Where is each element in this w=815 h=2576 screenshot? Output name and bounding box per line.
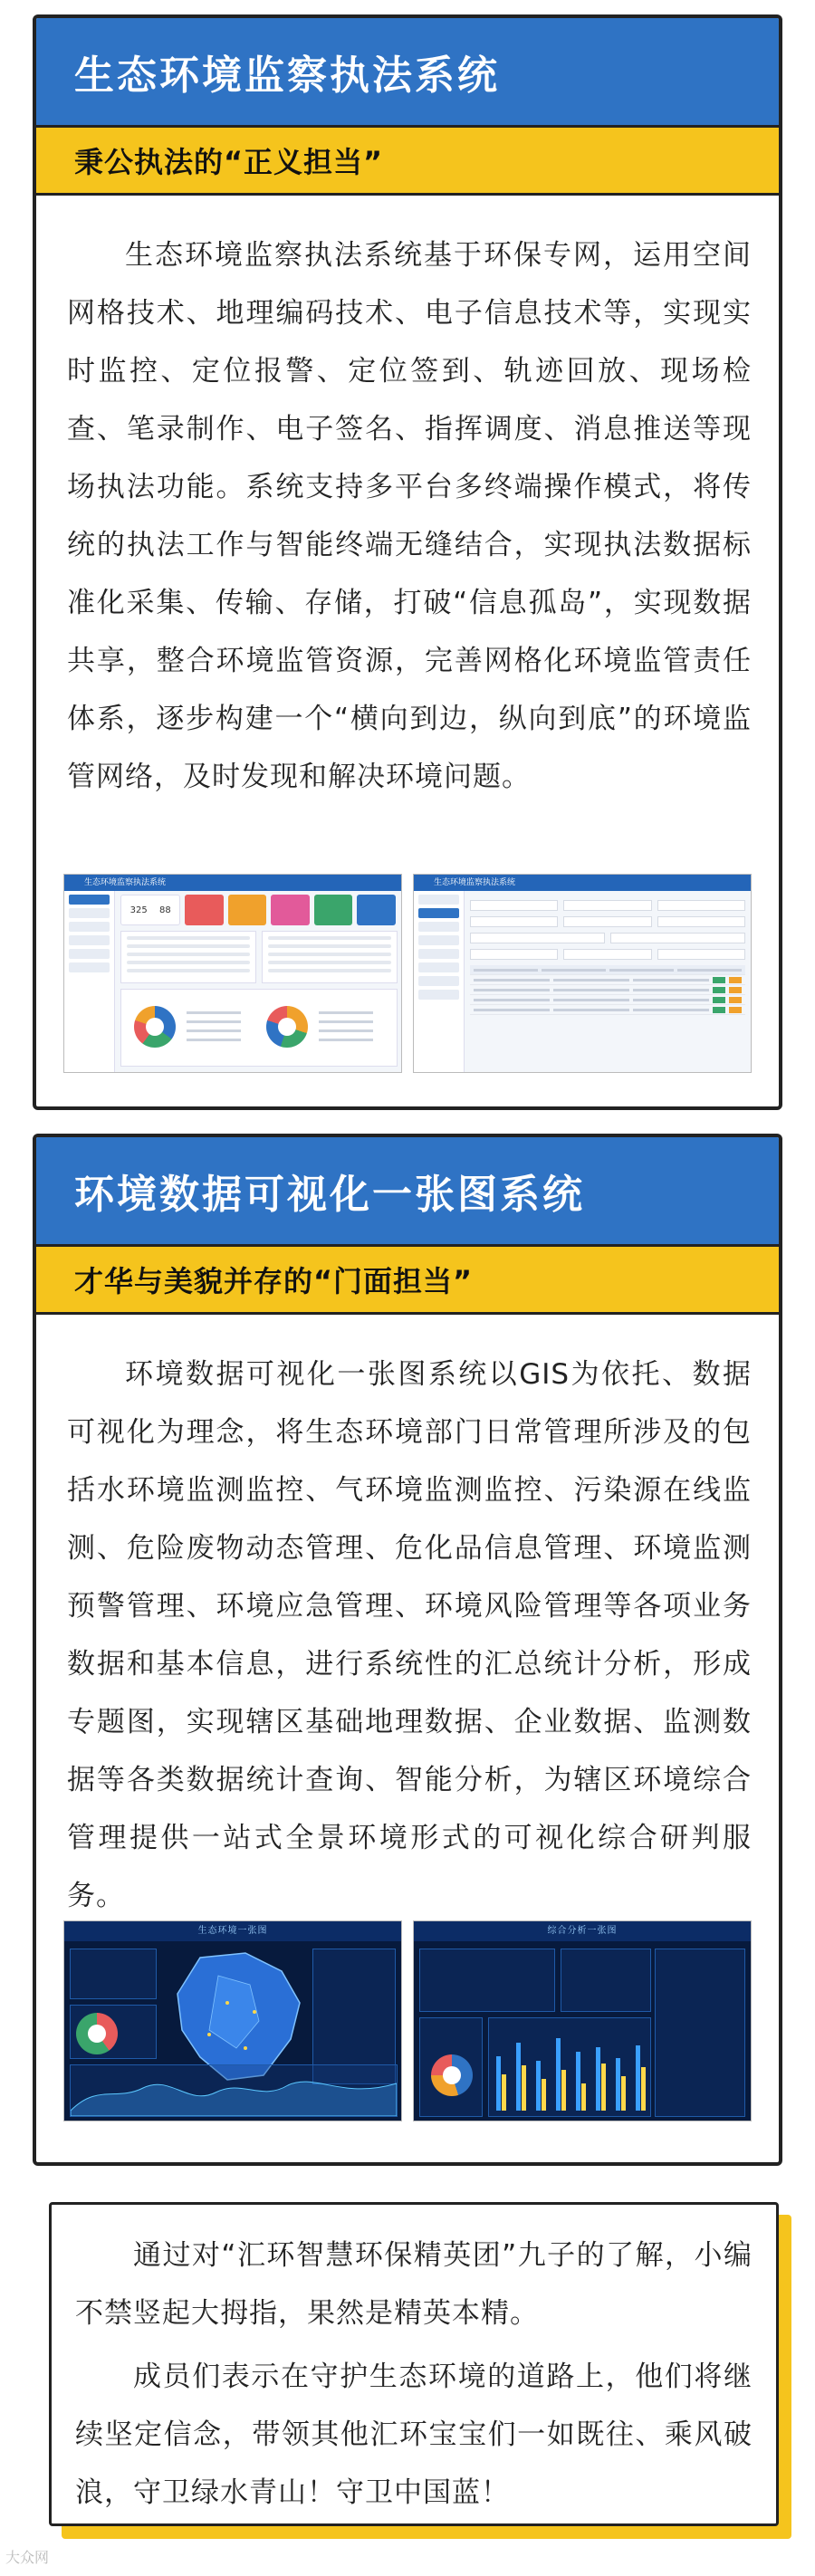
section-body: 生态环境监察执法系统基于环保专网，运用空间网格技术、地理编码技术、电子信息技术等，实现实时监控、定位报警、定位签到、轨迹回放、现场检查、笔录制作、电子签名、指挥调度、消息推送等现场执法功能。系统支持多平台多终端操作模式，将传统的执法工作与智能终端无缝结合，实现执法数据标准化采集、传输、存储，打破“信息孤岛”，实现数据共享，整合环境监管资源，完善网格化环境监管责任体系，逐步构建一个“横向到边，纵向到底”的环境监管网络，及时发现和解决环境问题。 [67, 239, 752, 793]
dashboard-panel [70, 2005, 157, 2059]
screenshot-header: 生态环境一张图 [64, 1921, 401, 1941]
donut-chart [266, 1006, 308, 1048]
stat-tile [185, 895, 224, 925]
dashboard-panel [419, 2017, 483, 2117]
section-title-bar [36, 1137, 779, 1244]
stat-tile [357, 895, 396, 925]
section-subtitle: 秉公执法的“正义担当” [74, 145, 384, 179]
screenshot-header: 综合分析一张图 [414, 1921, 751, 1941]
donut-chart [134, 1006, 176, 1048]
table-panel [655, 1949, 745, 2117]
stat-value: 88 [159, 905, 171, 915]
screenshot-map-dashboard [63, 1920, 402, 2121]
closing-card [49, 2202, 779, 2526]
chart-panel [120, 989, 398, 1067]
stat-tile [314, 895, 353, 925]
section-subtitle-bar [36, 125, 779, 196]
trend-panel [70, 2064, 398, 2117]
section-body: 环境数据可视化一张图系统以GIS为依托、数据可视化为理念，将生态环境部门日常管理所涉及的包括水环境监测监控、气环境监测监控、污染源在线监测、危险废物动态管理、危化品信息管理、环境监测预警管理、环境应急管理、环境风险管理等各项业务数据和基本信息，进行系统性的汇总统计分析，形成专题图，实现辖区基础地理数据、企业数据、监测数据等各类数据统计查询、智能分析，为辖区环境综合管理提供一站式全景环境形式的可视化综合研判服务。 [67, 1358, 752, 1912]
section-subtitle: 才华与美貌并存的“门面担当” [74, 1264, 474, 1298]
stat-box [120, 895, 180, 925]
dashboard-panel [419, 1949, 555, 2012]
screenshot-sidebar [64, 891, 115, 1072]
screenshot-main [120, 895, 396, 1067]
area-chart [71, 2065, 397, 2116]
bar-chart-panel [488, 2017, 651, 2117]
stat-value: 325 [129, 905, 148, 915]
section-title: 生态环境监察执法系统 [74, 53, 500, 99]
dashboard-panel [70, 1949, 157, 1999]
screenshot-main [470, 895, 745, 1067]
donut-chart [76, 2013, 118, 2054]
closing-paragraph-2: 成员们表示在守护生态环境的道路上，他们将继续坚定信念，带领其他汇环宝宝们一如既往、乘风破浪，守卫绿水青山！守卫中国蓝！ [75, 2361, 753, 2509]
watermark-logo: 大众网 [5, 2549, 50, 2566]
screenshot-row [63, 1920, 752, 2121]
stat-tile [271, 895, 310, 925]
section-card-enforcement [33, 14, 782, 1110]
screenshot-row [63, 874, 752, 1073]
section-card-visualization [33, 1134, 782, 2166]
screenshot-analysis-dashboard [413, 1920, 752, 2121]
closing-paragraph-1: 通过对“汇环智慧环保精英团”九子的了解，小编不禁竖起大拇指，果然是精英本精。 [75, 2239, 753, 2330]
list-panel [262, 931, 398, 983]
list-panel [120, 931, 256, 983]
donut-chart [431, 2054, 473, 2096]
section-subtitle-bar [36, 1244, 779, 1315]
screenshot-header: 生态环境监察执法系统 [414, 875, 751, 891]
screenshot-enforcement-dashboard [63, 874, 402, 1073]
screenshot-enforcement-form [413, 874, 752, 1073]
dashboard-panel [561, 1949, 651, 2012]
section-title-bar [36, 18, 779, 125]
screenshot-header: 生态环境监察执法系统 [64, 875, 401, 891]
stat-tile [228, 895, 267, 925]
section-title: 环境数据可视化一张图系统 [74, 1172, 585, 1218]
screenshot-sidebar [414, 891, 465, 1072]
